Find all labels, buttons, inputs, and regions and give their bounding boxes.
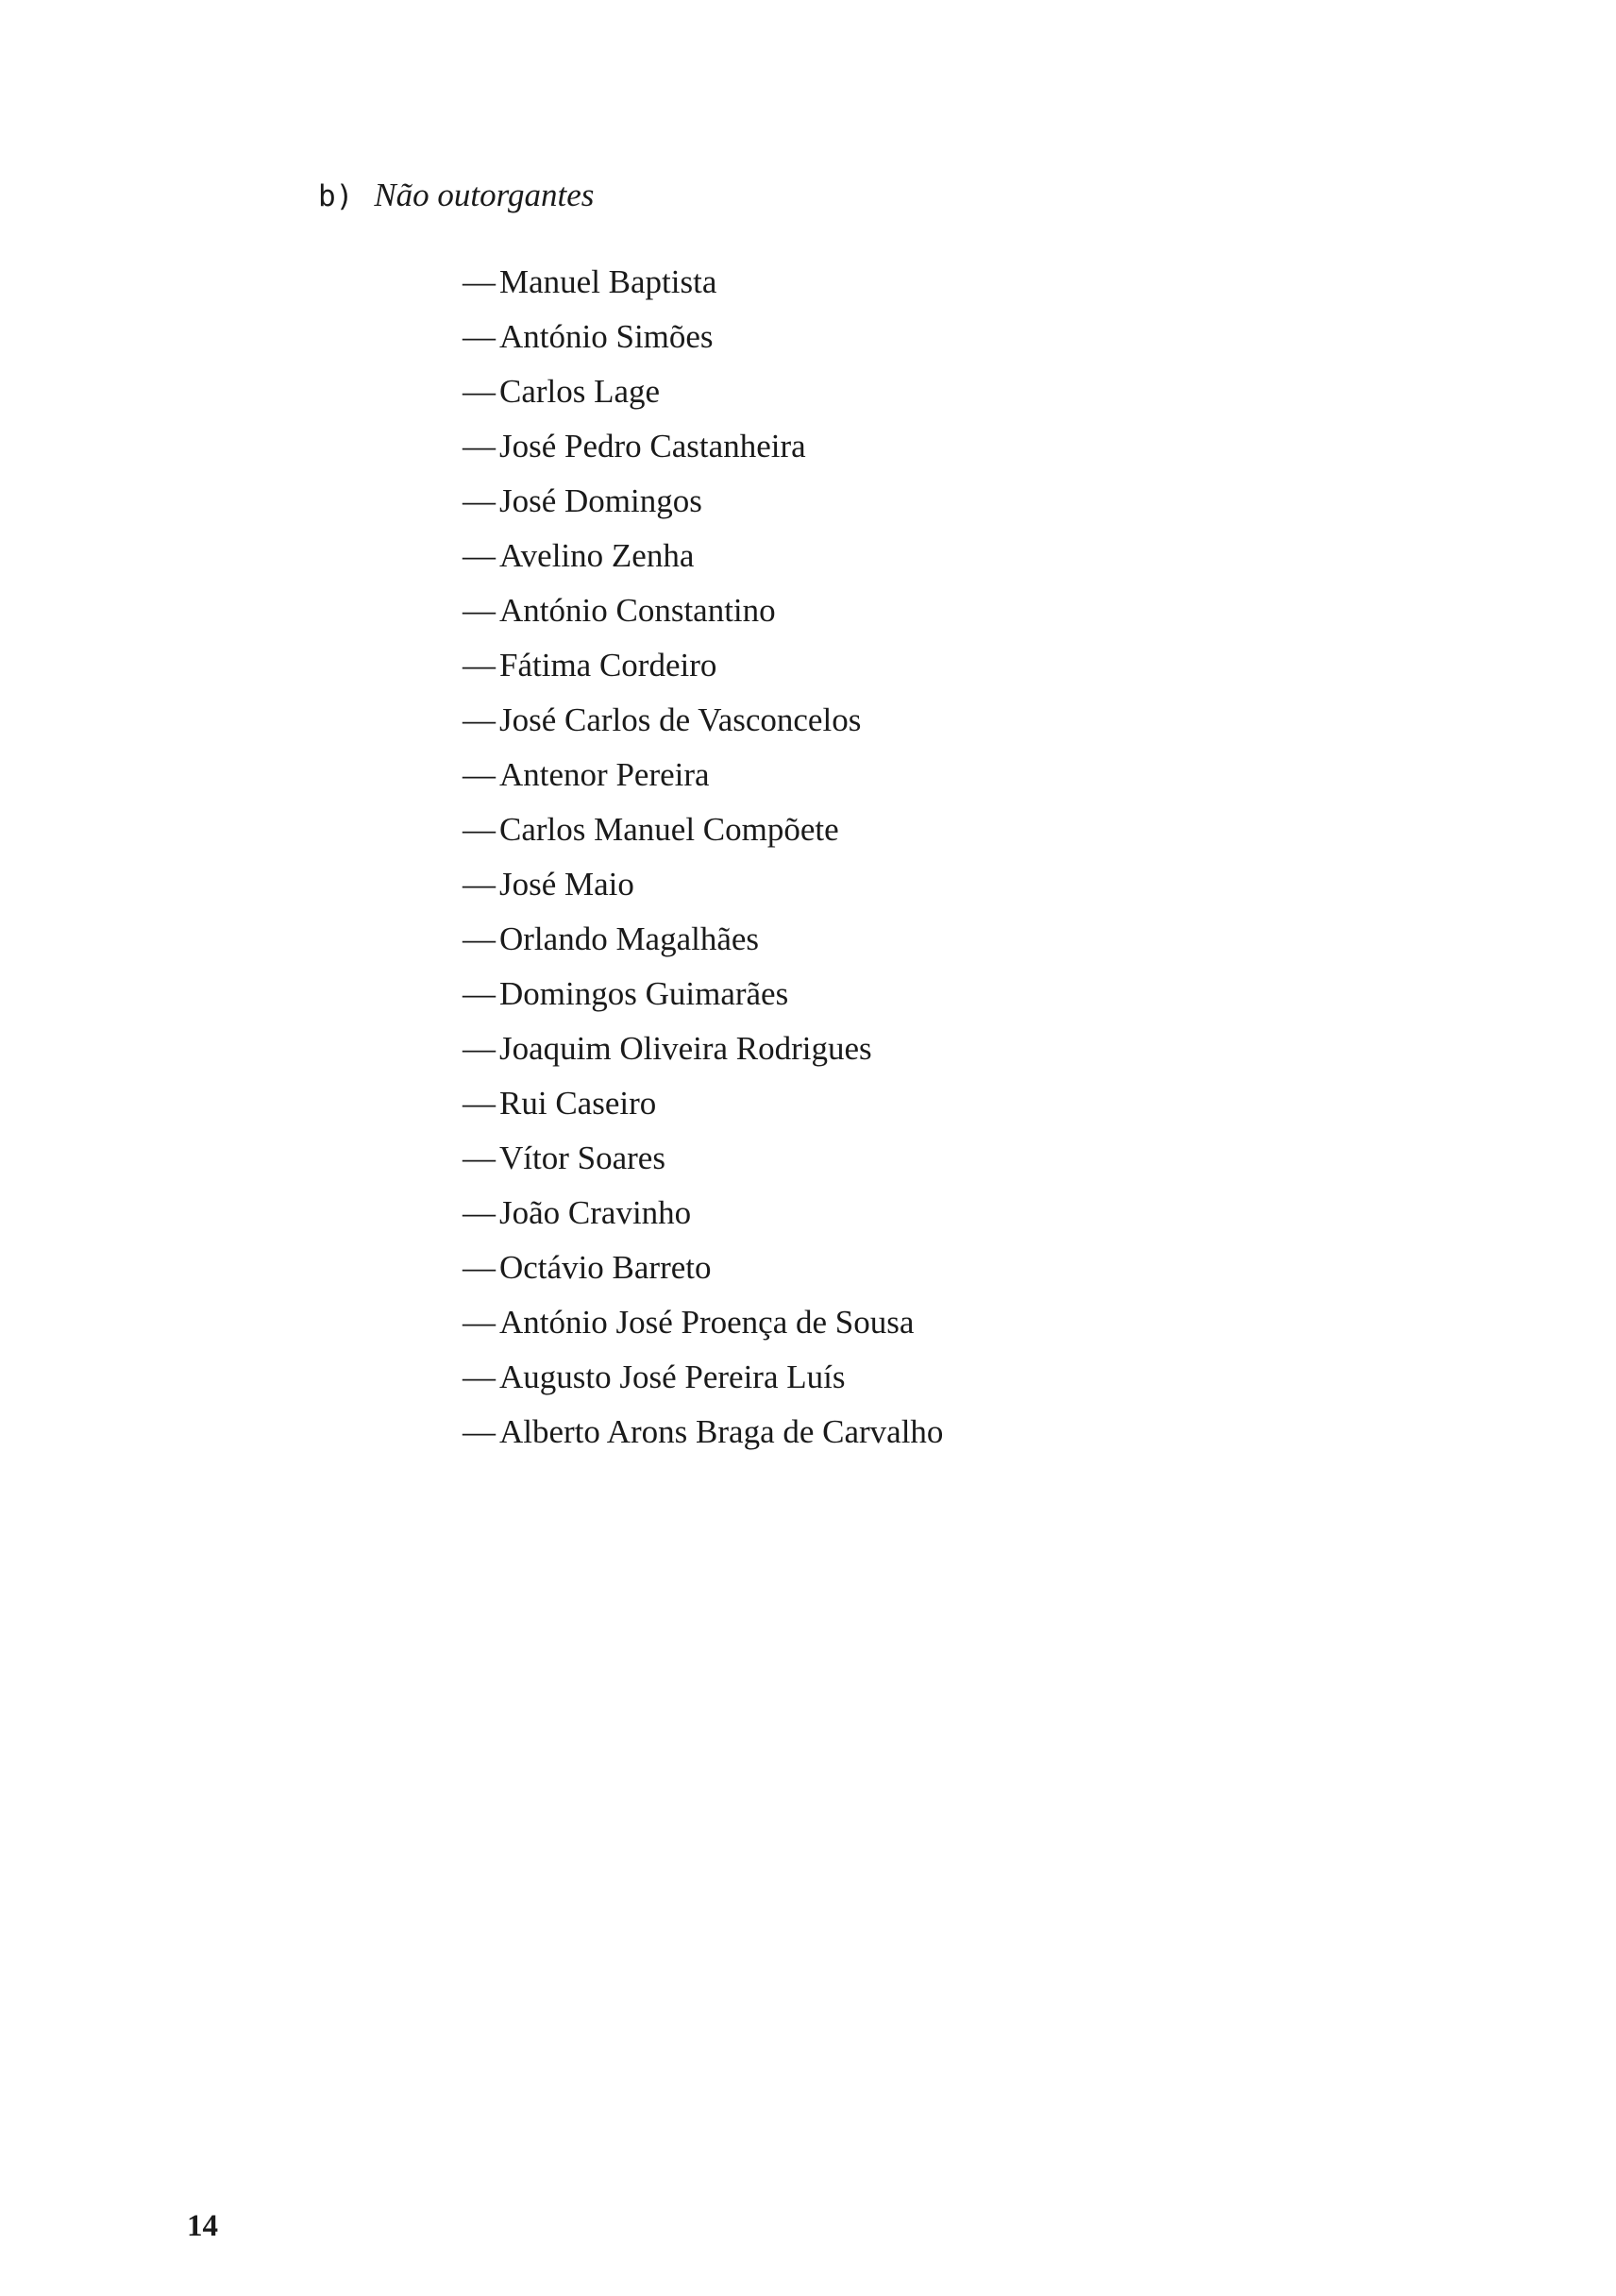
list-item <box>463 912 943 967</box>
list-item <box>463 1405 943 1460</box>
list-item <box>463 419 943 474</box>
list-dash: — <box>463 1030 496 1067</box>
list-dash: — <box>463 428 496 464</box>
list-item-name: José Pedro Castanheira <box>499 428 806 464</box>
list-item-name: Antenor Pereira <box>499 756 710 793</box>
list-item <box>463 310 943 364</box>
section-title: Não outorgantes <box>374 177 595 213</box>
list-dash: — <box>463 482 496 519</box>
list-dash: — <box>463 1413 496 1450</box>
list-item-name: Orlando Magalhães <box>499 920 760 957</box>
list-dash: — <box>463 756 496 793</box>
list-dash: — <box>463 592 496 629</box>
list-item-name: Rui Caseiro <box>499 1085 657 1122</box>
list-item-name: Avelino Zenha <box>499 537 695 574</box>
list-item-name: Vítor Soares <box>499 1140 665 1176</box>
list-dash: — <box>463 866 496 903</box>
list-item-name: Alberto Arons Braga de Carvalho <box>499 1413 944 1450</box>
list-dash: — <box>463 1140 496 1176</box>
section-marker: b) <box>318 179 354 213</box>
list-item <box>463 1295 943 1350</box>
list-item-name: Domingos Guimarães <box>499 975 789 1012</box>
list-dash: — <box>463 811 496 848</box>
list-item <box>463 583 943 638</box>
list-dash: — <box>463 920 496 957</box>
list-dash: — <box>463 318 496 355</box>
list-item-name: João Cravinho <box>499 1194 692 1231</box>
section-heading <box>318 172 594 220</box>
list-item-name: António José Proença de Sousa <box>499 1304 915 1341</box>
list-item <box>463 748 943 802</box>
list-item-name: Manuel Baptista <box>499 263 717 300</box>
list-item <box>463 1241 943 1295</box>
list-dash: — <box>463 1304 496 1341</box>
list-item <box>463 802 943 857</box>
list-item <box>463 255 943 310</box>
list-item-name: Octávio Barreto <box>499 1249 712 1286</box>
list-item <box>463 1021 943 1076</box>
list-item-name: Fátima Cordeiro <box>499 647 717 684</box>
list-dash: — <box>463 1249 496 1286</box>
list-item <box>463 1131 943 1186</box>
list-item-name: Carlos Lage <box>499 373 661 410</box>
page-number: 14 <box>187 2209 218 2243</box>
list-dash: — <box>463 373 496 410</box>
list-item <box>463 1350 943 1405</box>
list-item <box>463 857 943 912</box>
list-item <box>463 693 943 748</box>
list-dash: — <box>463 701 496 738</box>
list-item <box>463 529 943 583</box>
list-dash: — <box>463 1359 496 1395</box>
list-dash: — <box>463 537 496 574</box>
list-item-name: Augusto José Pereira Luís <box>499 1359 846 1395</box>
list-item-name: Carlos Manuel Compõete <box>499 811 839 848</box>
list-item <box>463 638 943 693</box>
list-item-name: António Constantino <box>499 592 776 629</box>
list-item <box>463 1076 943 1131</box>
list-item <box>463 1186 943 1241</box>
list-item <box>463 967 943 1021</box>
list-dash: — <box>463 1085 496 1122</box>
list-item <box>463 474 943 529</box>
list-item-name: José Carlos de Vasconcelos <box>499 701 862 738</box>
list-dash: — <box>463 975 496 1012</box>
list-item <box>463 364 943 419</box>
list-dash: — <box>463 263 496 300</box>
list-item-name: José Maio <box>499 866 634 903</box>
name-list <box>463 255 943 1460</box>
list-dash: — <box>463 1194 496 1231</box>
list-item-name: José Domingos <box>499 482 702 519</box>
list-item-name: António Simões <box>499 318 714 355</box>
list-dash: — <box>463 647 496 684</box>
list-item-name: Joaquim Oliveira Rodrigues <box>499 1030 872 1067</box>
